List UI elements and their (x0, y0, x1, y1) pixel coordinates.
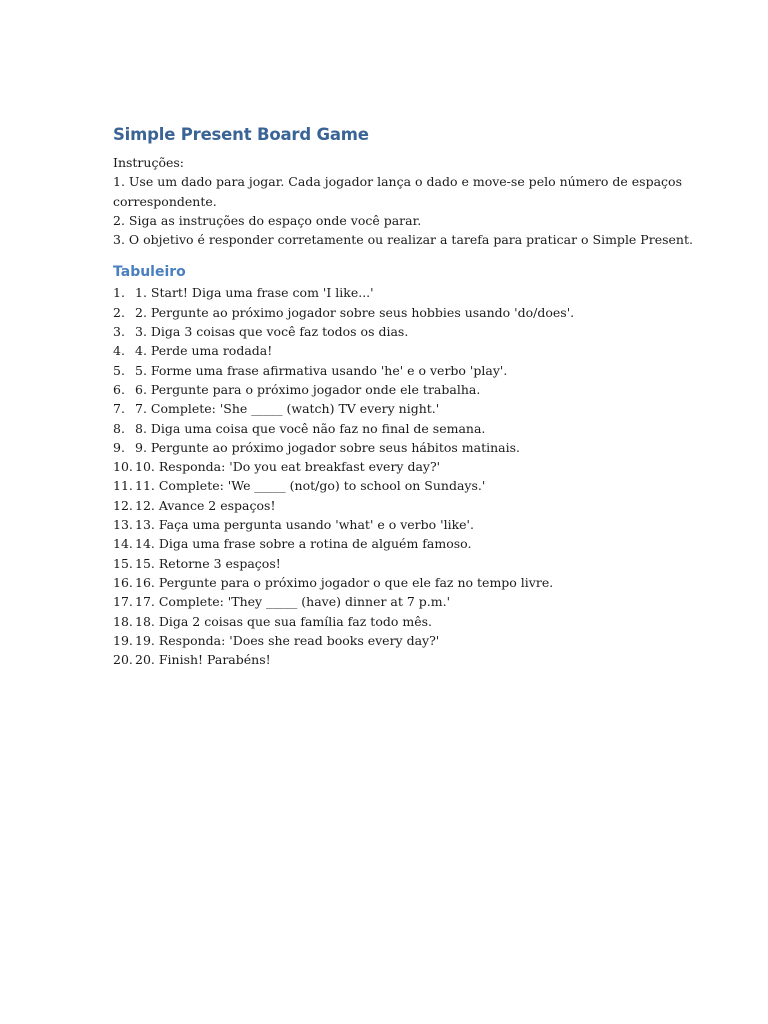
board-item-number: 20. (113, 652, 133, 668)
board-list-item (113, 283, 673, 302)
board-item-number: 6. (113, 381, 125, 397)
board-item-text: 14. Diga uma frase sobre a rotina de alguém famoso. (135, 536, 472, 552)
board-item-number: 18. (113, 613, 133, 629)
board-item-text: 12. Avance 2 espaços! (135, 497, 276, 513)
board-list-item (113, 476, 673, 495)
board-list-item (113, 554, 673, 573)
instruction-line: correspondente. (113, 193, 217, 209)
board-list-item (113, 534, 673, 553)
instruction-line: 2. Siga as instruções do espaço onde você parar. (113, 212, 422, 228)
board-list-item (113, 496, 673, 515)
board-list-item (113, 457, 673, 476)
board-list-item (113, 361, 673, 380)
document-page (113, 124, 693, 669)
instruction-line: 3. O objetivo é responder corretamente ou realizar a tarefa para praticar o Simple Present. (113, 232, 693, 248)
board-item-text: 4. Perde uma rodada! (135, 343, 273, 359)
instruction-line: 1. Use um dado para jogar. Cada jogador lança o dado e move-se pelo número de espaços (113, 174, 682, 190)
board-item-number: 8. (113, 420, 125, 436)
board-item-text: 9. Pergunte ao próximo jogador sobre seus hábitos matinais. (135, 439, 520, 455)
board-item-number: 15. (113, 555, 133, 571)
board-item-number: 13. (113, 517, 133, 533)
board-item-text: 13. Faça uma pergunta usando 'what' e o verbo 'like'. (135, 517, 474, 533)
board-list-item (113, 631, 673, 650)
instructions-heading: Instruções: (113, 155, 185, 170)
board-item-number: 12. (113, 497, 133, 513)
board-item-number: 11. (113, 478, 133, 494)
board-item-number: 9. (113, 439, 125, 455)
board-list-item (113, 419, 673, 438)
board-item-text: 11. Complete: 'We _____ (not/go) to school on Sundays.' (135, 478, 486, 494)
board-list-item (113, 592, 673, 611)
board-list-item (113, 303, 673, 322)
board-item-text: 15. Retorne 3 espaços! (135, 555, 281, 571)
document-title: Simple Present Board Game (113, 125, 369, 144)
board-list (113, 283, 673, 669)
board-item-text: 8. Diga uma coisa que você não faz no final de semana. (135, 420, 486, 436)
board-list-item (113, 515, 673, 534)
board-item-text: 17. Complete: 'They _____ (have) dinner at 7 p.m.' (135, 594, 451, 610)
board-item-number: 3. (113, 324, 125, 340)
board-item-number: 7. (113, 401, 125, 417)
board-item-number: 5. (113, 362, 125, 378)
board-item-number: 14. (113, 536, 133, 552)
board-item-text: 3. Diga 3 coisas que você faz todos os dias. (135, 324, 409, 340)
board-item-number: 17. (113, 594, 133, 610)
board-item-number: 10. (113, 459, 133, 475)
instructions-block (113, 153, 693, 249)
board-list-item (113, 322, 673, 341)
board-item-text: 20. Finish! Parabéns! (135, 652, 271, 668)
board-list-item (113, 573, 673, 592)
board-item-text: 10. Responda: 'Do you eat breakfast every day?' (135, 459, 441, 475)
board-list-item (113, 650, 673, 669)
board-item-number: 1. (113, 285, 125, 301)
board-item-text: 19. Responda: 'Does she read books every day?' (135, 632, 440, 648)
board-item-number: 2. (113, 304, 125, 320)
board-item-text: 16. Pergunte para o próximo jogador o que ele faz no tempo livre. (135, 574, 554, 590)
board-item-number: 16. (113, 574, 133, 590)
board-item-text: 18. Diga 2 coisas que sua família faz todo mês. (135, 613, 432, 629)
board-list-item (113, 399, 673, 418)
board-item-text: 5. Forme uma frase afirmativa usando 'he' e o verbo 'play'. (135, 362, 508, 378)
board-list-item (113, 612, 673, 631)
board-list-item (113, 341, 673, 360)
board-item-text: 2. Pergunte ao próximo jogador sobre seus hobbies usando 'do/does'. (135, 304, 575, 320)
board-item-text: 6. Pergunte para o próximo jogador onde ele trabalha. (135, 381, 481, 397)
board-list-item (113, 380, 673, 399)
board-item-number: 4. (113, 343, 125, 359)
board-item-text: 1. Start! Diga uma frase com 'I like...' (135, 285, 374, 301)
board-list-item (113, 438, 673, 457)
board-item-number: 19. (113, 632, 133, 648)
board-item-text: 7. Complete: 'She _____ (watch) TV every night.' (135, 401, 440, 417)
board-heading: Tabuleiro (113, 264, 186, 281)
